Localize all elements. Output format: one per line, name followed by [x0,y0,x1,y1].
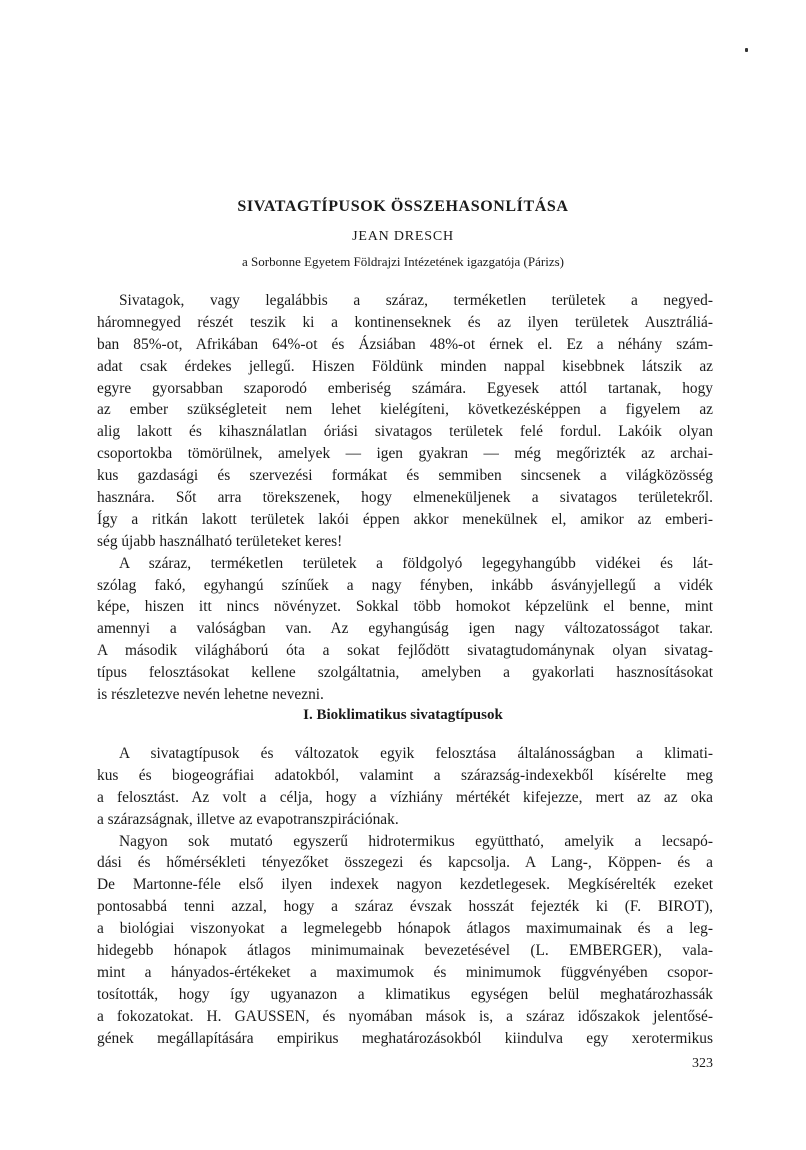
author-affiliation: a Sorbonne Egyetem Földrajzi Intézetének igazgatója (Párizs) [242,254,564,269]
text-line: hidegebb hónapok átlagos minimumainak bevezetésével (L. EMBERGER), vala- [97,942,713,960]
text-line: szólag fakó, egyhangú színűek a nagy fényben, inkább ásványjellegű a vidék [97,576,713,594]
text-line: dási és hőmérsékleti tényezőket összegezi és kapcsolja. A Lang-, Köppen- és a [97,854,713,872]
text-line: képe, hiszen itt nincs növényzet. Sokkal több homokot képzelünk el benne, mint [97,598,713,616]
text-line: hasznára. Sőt arra törekszenek, hogy elmeneküljenek a sivatagos területekről. [97,489,713,507]
text-line: egyre gyorsabban szaporodó emberiség számára. Egyesek attól tartanak, hogy [97,379,713,397]
text-line: a biológiai viszonyokat a legmelegebb hónapok átlagos maximumainak és a leg- [97,920,713,938]
text-line: Nagyon sok mutató egyszerű hidrotermikus együttható, amelyik a lecsapó- [119,832,713,850]
article-title: SIVATAGTÍPUSOK ÖSSZEHASONLÍTÁSA [237,198,569,215]
text-line: típus felosztásokat kellene szolgáltatnia, amelyben a gyakorlati hasznosításokat [97,664,713,682]
text-line: Így a ritkán lakott területek lakói éppen akkor menekülnek el, amikor az emberi- [97,510,713,528]
intro-text [97,290,713,706]
text-line: gének megállapítására empirikus meghatározásokból kiindulva egy xerotermikus [97,1029,713,1047]
text-line: Sivatagok, vagy legalábbis a száraz, terméketlen területek a negyed- [119,292,713,309]
text-line: adat csak érdekes jellegű. Hiszen Földünk minden nappal kisebbnek látszik az [97,357,713,375]
text-line: amennyi a valóságban van. Az egyhangúság igen nagy változatosságot takar. [97,620,713,638]
text-line: A sivatagtípusok és változatok egyik felosztása általánosságban a klimati- [119,745,713,762]
section-text [97,743,713,1049]
text-line: csoportokba tömörülnek, amelyek — igen gyakran — még megőrizték az archai- [97,445,713,463]
text-line: ség újabb használható területeket keres! [97,532,343,550]
text-line: tosították, hogy így ugyanazon a klimatikus egységen belül meghatározhassák [97,985,713,1003]
text-line: is részletezve nevén lehetne nevezni. [97,686,324,704]
text-line: A második világháború óta a sokat fejlődött sivatagtudománynak olyan sivatag- [97,642,713,660]
article-author: JEAN DRESCH [352,229,454,244]
text-line: a szárazságnak, illetve az evapotranszpirációnak. [97,810,399,828]
page-number: 323 [692,1056,713,1071]
text-line: az ember szükségleteit nem lehet kielégíteni, következésképpen a figyelem az [97,401,713,419]
scan-speck [745,48,748,52]
text-line: ban 85%-ot, Afrikában 64%-ot és Ázsiában 48%-ot érnek el. Ez a néhány szám- [97,335,713,353]
text-line: háromnegyed részét teszik ki a kontinenseknek és az ilyen területek Ausztráliá- [97,313,713,331]
text-line: A száraz, terméketlen területek a földgolyó legegyhangúbb vidékei és lát- [119,554,713,572]
text-line: alig lakott és kihasználatlan óriási sivatagos területek felé fordul. Lakóik olyan [97,423,713,441]
text-line: a fokozatokat. H. GAUSSEN, és nyomában mások is, a száraz időszakok jelentősé- [97,1007,713,1025]
text-line: kus és biogeográfiai adatokból, valamint a szárazság-indexekből kísérelte meg [97,766,713,784]
text-line: mint a hányados-értékeket a maximumok és minimumok függvényében csopor- [97,963,713,981]
text-line: kus gazdasági és szervezési formákat és semmiben sincsenek a világközösség [97,467,713,485]
section-heading: I. Bioklimatikus sivatagtípusok [303,707,503,723]
text-line: pontosabbá tenni azzal, hogy a száraz évszak hosszát fejezték ki (F. BIROT), [97,898,713,916]
text-line: a felosztást. Az volt a célja, hogy a vízhiány mértékét kifejezze, mert az az oka [97,788,713,806]
text-line: De Martonne-féle első ilyen indexek nagyon kezdetlegesek. Megkísérelték ezeket [97,876,713,894]
